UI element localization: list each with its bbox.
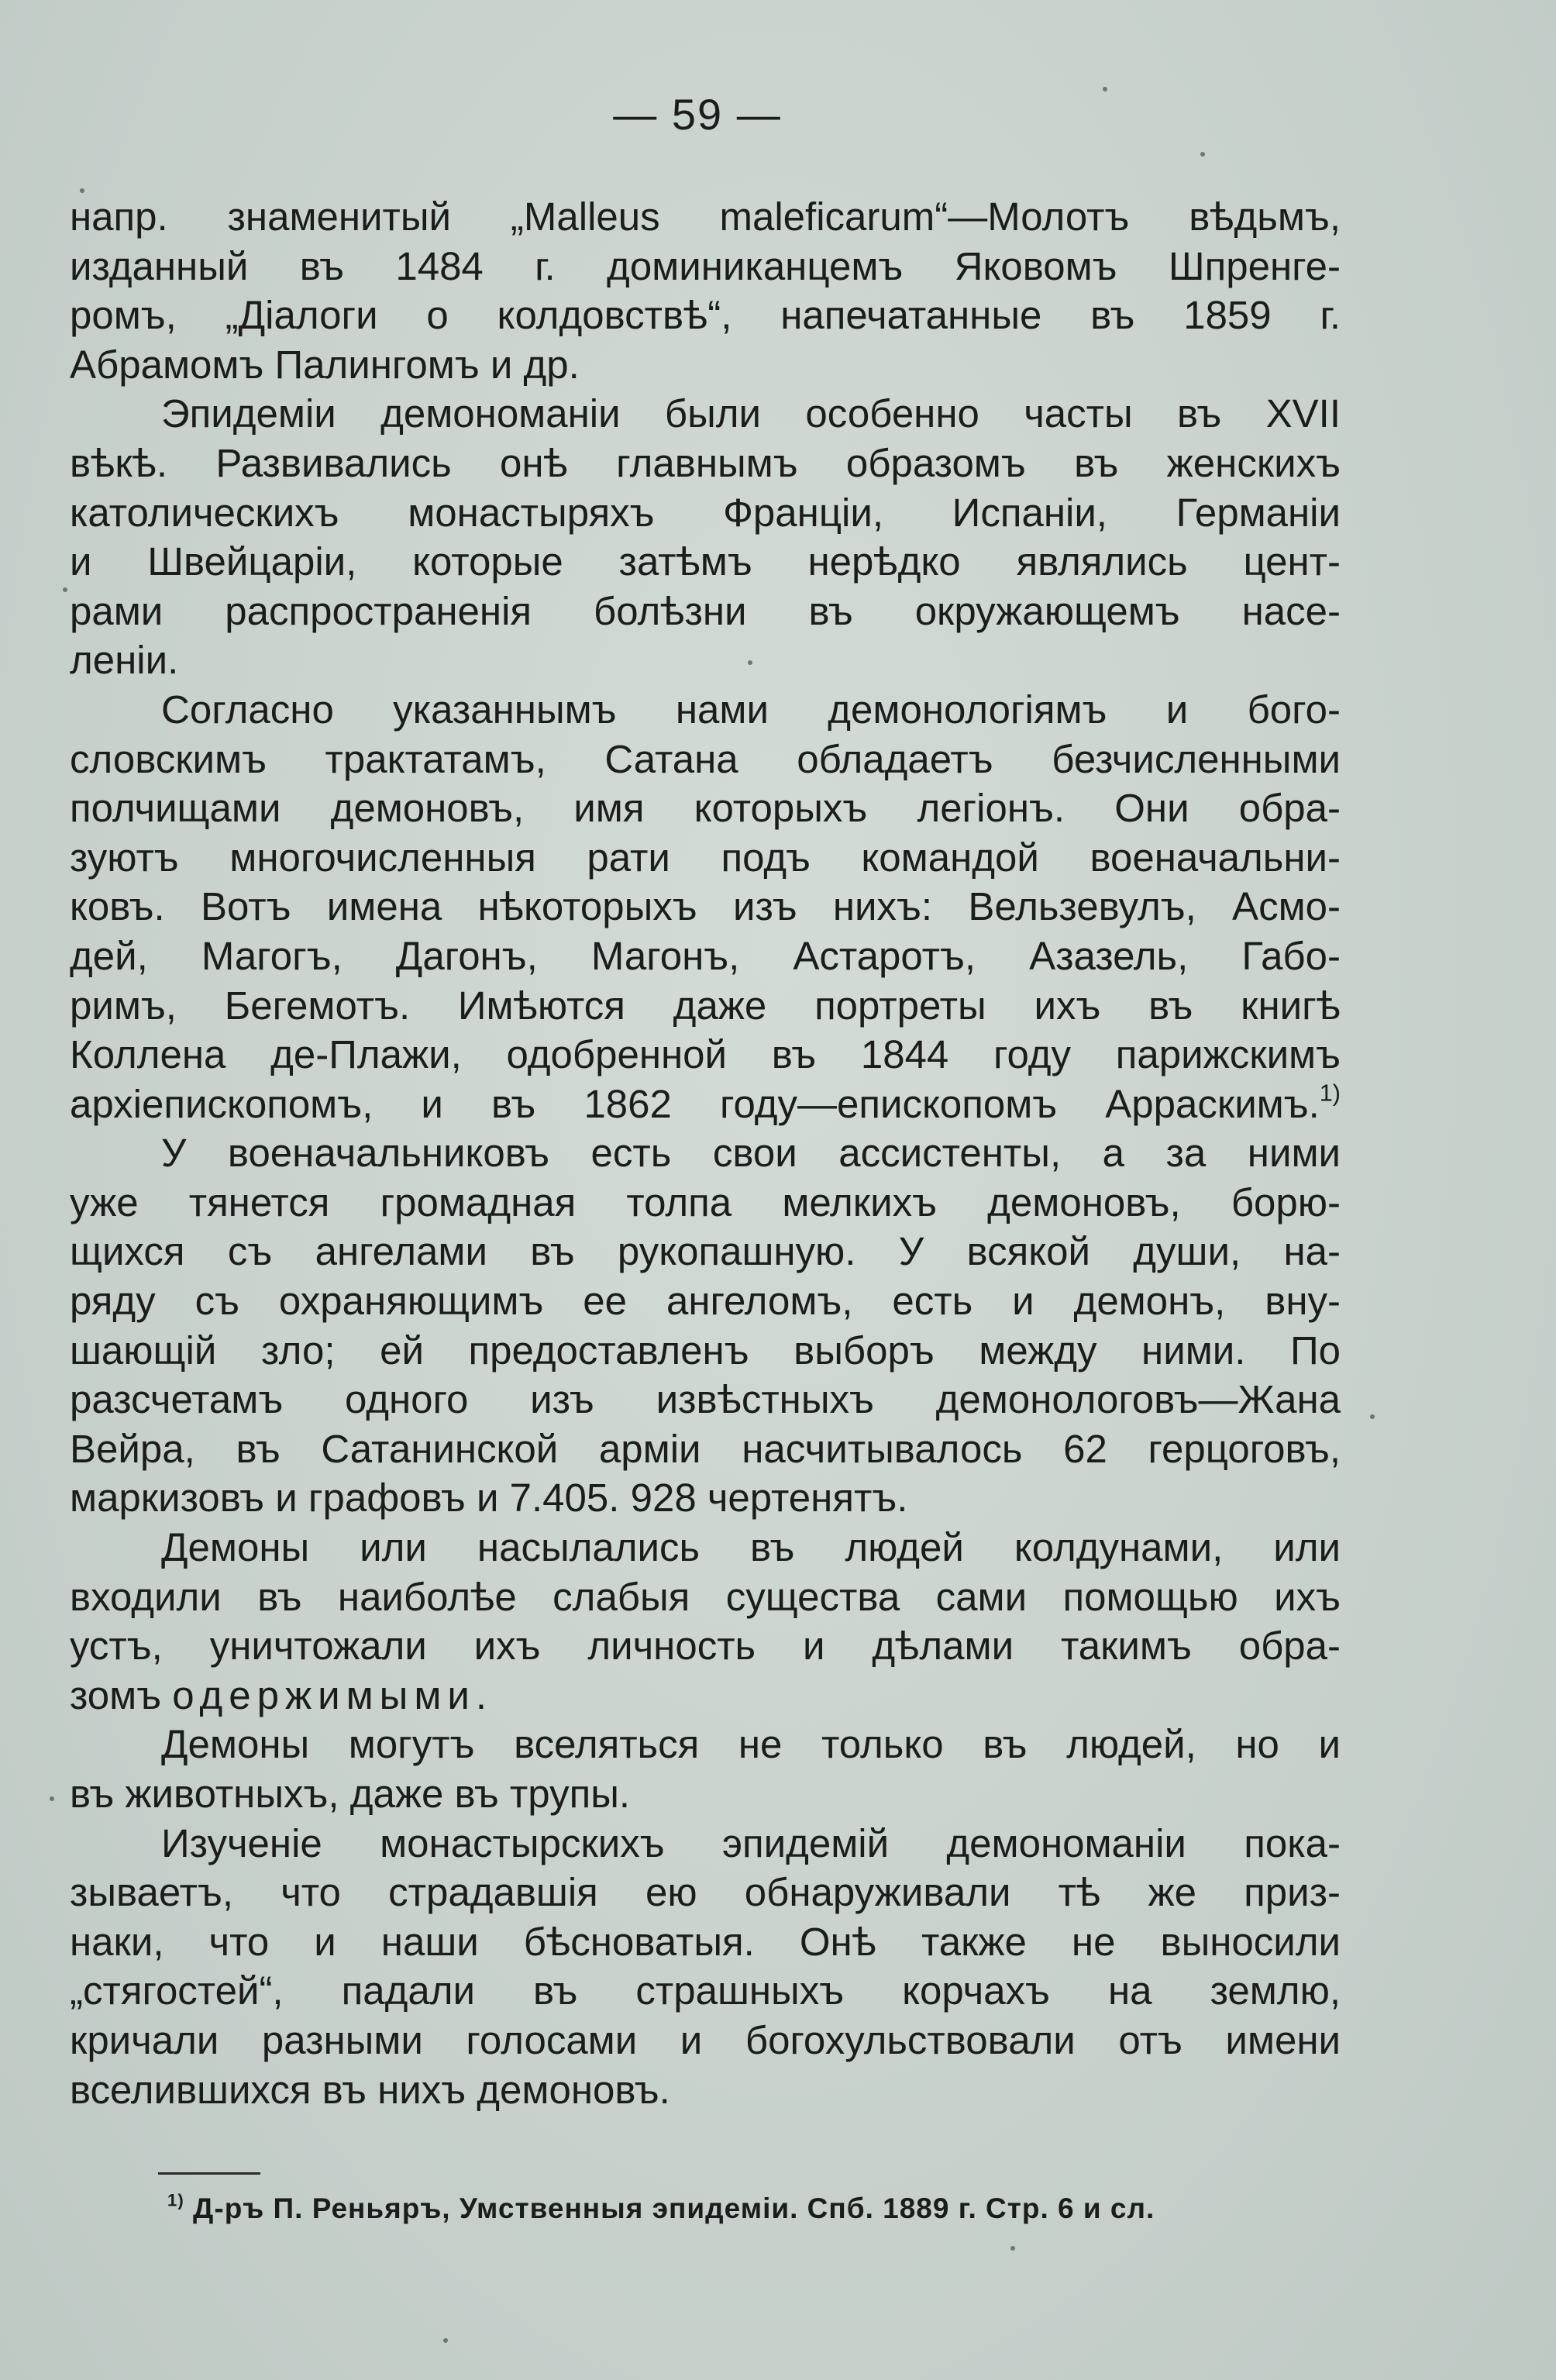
text-line-content: зываетъ, что страдавшія ею обнаруживали тѣ же приз- [70,1870,1341,1915]
text-line [70,439,1341,488]
text-line [70,1966,1341,2016]
text-line [70,340,1341,390]
text-line [70,192,1341,242]
text-line-content: полчищами демоновъ, имя которыхъ легіонъ. Они обра- [70,786,1341,831]
text-line [70,685,1341,735]
scan-speck [443,2338,448,2343]
text-line-content: маркизовъ и графовъ и 7.405. 928 чертенятъ. [70,1476,908,1521]
text-line [70,1424,1341,1474]
text-line [70,1375,1341,1424]
scan-speck [1103,87,1107,91]
text-line-content: разсчетамъ одного изъ извѣстныхъ демонологовъ—Жана [70,1377,1341,1422]
text-line-content: входили въ наиболѣе слабыя существа сами помощью ихъ [70,1574,1341,1619]
text-line [70,1080,1341,1129]
text-line-content: ковъ. Вотъ имена нѣкоторыхъ изъ нихъ: Вельзевулъ, Асмо- [70,884,1341,929]
text-line [70,1326,1341,1376]
text-line [70,1917,1341,1967]
text-line [70,1720,1341,1769]
footnote [167,2190,1299,2227]
text-line [70,635,1341,685]
text-line [70,1621,1341,1671]
text-line [70,291,1341,340]
text-line [70,1178,1341,1228]
text-line [70,932,1341,981]
footnote-reference: 1) [1319,1080,1341,1107]
text-line-content: шающій зло; ей предоставленъ выборъ между ними. По [70,1328,1341,1373]
text-line-content: наки, что и наши бѣсноватыя. Онѣ также не выносили [70,1919,1341,1964]
text-line [70,1819,1341,1869]
body-text [70,192,1341,2114]
text-line [70,784,1341,833]
footnote-marker: 1) [167,2190,184,2210]
text-line-content: Коллена де-Плажи, одобренной въ 1844 году парижскимъ [70,1032,1341,1077]
text-line [70,1276,1341,1326]
text-line-content: вселившихся въ нихъ демоновъ. [70,2067,670,2112]
scan-speck [1200,152,1205,157]
text-line-content: вѣкѣ. Развивались онѣ главнымъ образомъ въ женскихъ [70,440,1341,485]
scan-speck [1010,2246,1015,2251]
text-line [70,1128,1341,1178]
text-line-content: Изученіе монастырскихъ эпидемій демономаніи пока- [161,1820,1341,1865]
text-line-content: рами распространенія болѣзни въ окружающемъ насе- [70,588,1341,633]
text-line [70,981,1341,1031]
footnote-text: Д-ръ П. Реньяръ, Умственныя эпидеміи. Спб. 1889 г. Стр. 6 и сл. [184,2192,1155,2224]
text-line-content: католическихъ монастыряхъ Франціи, Испаніи, Германіи [70,490,1341,535]
text-line [70,833,1341,883]
text-line-content: дей, Магогъ, Дагонъ, Магонъ, Астаротъ, Азазель, Габо- [70,933,1341,978]
text-line [70,1671,1341,1720]
text-line-content: зуютъ многочисленныя рати подъ командой военачальни- [70,835,1341,880]
text-line [70,1473,1341,1523]
text-line-content: словскимъ трактатамъ, Сатана обладаетъ безчисленными [70,736,1341,781]
text-line [70,488,1341,538]
text-line-content: Эпидеміи демономаніи были особенно часты въ XVII [161,391,1341,436]
text-line [70,1769,1341,1819]
text-line-content: Согласно указаннымъ нами демонологіямъ и бого- [161,687,1341,732]
text-line-content: изданный въ 1484 г. доминиканцемъ Яковомъ Шпренге- [70,243,1341,288]
text-line-content: и Швейцаріи, которые затѣмъ нерѣдко являлись цент- [70,539,1341,584]
text-line [70,242,1341,291]
text-line-content: „стягостей“, падали въ страшныхъ корчахъ на землю, [70,1968,1341,2013]
text-line-content: зомъ [70,1672,173,1717]
text-line-content: римъ, Бегемотъ. Имѣются даже портреты ихъ въ книгѣ [70,983,1341,1028]
scan-speck [63,587,67,592]
text-line-content: У военачальниковъ есть свои ассистенты, а за ними [161,1131,1341,1176]
scan-speck [748,660,752,665]
text-line [70,882,1341,932]
text-line [70,537,1341,587]
text-line-content: устъ, уничтожали ихъ личность и дѣлами такимъ обра- [70,1624,1341,1669]
page-number: — 59 — [613,90,782,139]
text-line-content: ромъ, „Діалоги о колдовствѣ“, напечатанные въ 1859 г. [70,293,1341,338]
scan-speck [50,1796,54,1801]
text-line-content: Демоны или насылались въ людей колдунами, или [161,1525,1341,1570]
text-line-content: щихся съ ангелами въ рукопашную. У всякой души, на- [70,1229,1341,1274]
text-line [70,1868,1341,1917]
text-line-content: Вейра, въ Сатанинской арміи насчитывалось 62 герцоговъ, [70,1426,1341,1471]
text-line-content: въ животныхъ, даже въ трупы. [70,1772,631,1816]
text-line-content: уже тянется громадная толпа мелкихъ демоновъ, борю- [70,1180,1341,1224]
text-line-content: архіепископомъ, и въ 1862 году—епископомъ Арраскимъ. [70,1081,1320,1126]
text-line [70,1227,1341,1276]
text-line [70,1572,1341,1622]
text-line [70,735,1341,784]
text-line [70,587,1341,636]
spaced-emphasis: одержимыми. [172,1672,494,1717]
scan-speck [1370,1414,1375,1419]
text-line [70,1030,1341,1080]
text-line-content: напр. знаменитый „Malleus maleficarum“—Молотъ вѣдьмъ, [70,195,1341,239]
text-line [70,2016,1341,2065]
text-line-content: Демоны могутъ вселяться не только въ людей, но и [161,1722,1341,1767]
text-line [70,2065,1341,2115]
text-line [70,1523,1341,1572]
text-line-content: Абрамомъ Палингомъ и др. [70,342,580,387]
footnote-divider [158,2172,260,2175]
text-line-content: кричали разными голосами и богохульствовали отъ имени [70,2017,1341,2062]
text-line-content: леніи. [70,638,179,683]
text-line [70,389,1341,439]
scan-speck [80,188,84,193]
text-line-content: ряду съ охраняющимъ ее ангеломъ, есть и демонъ, вну- [70,1279,1341,1324]
